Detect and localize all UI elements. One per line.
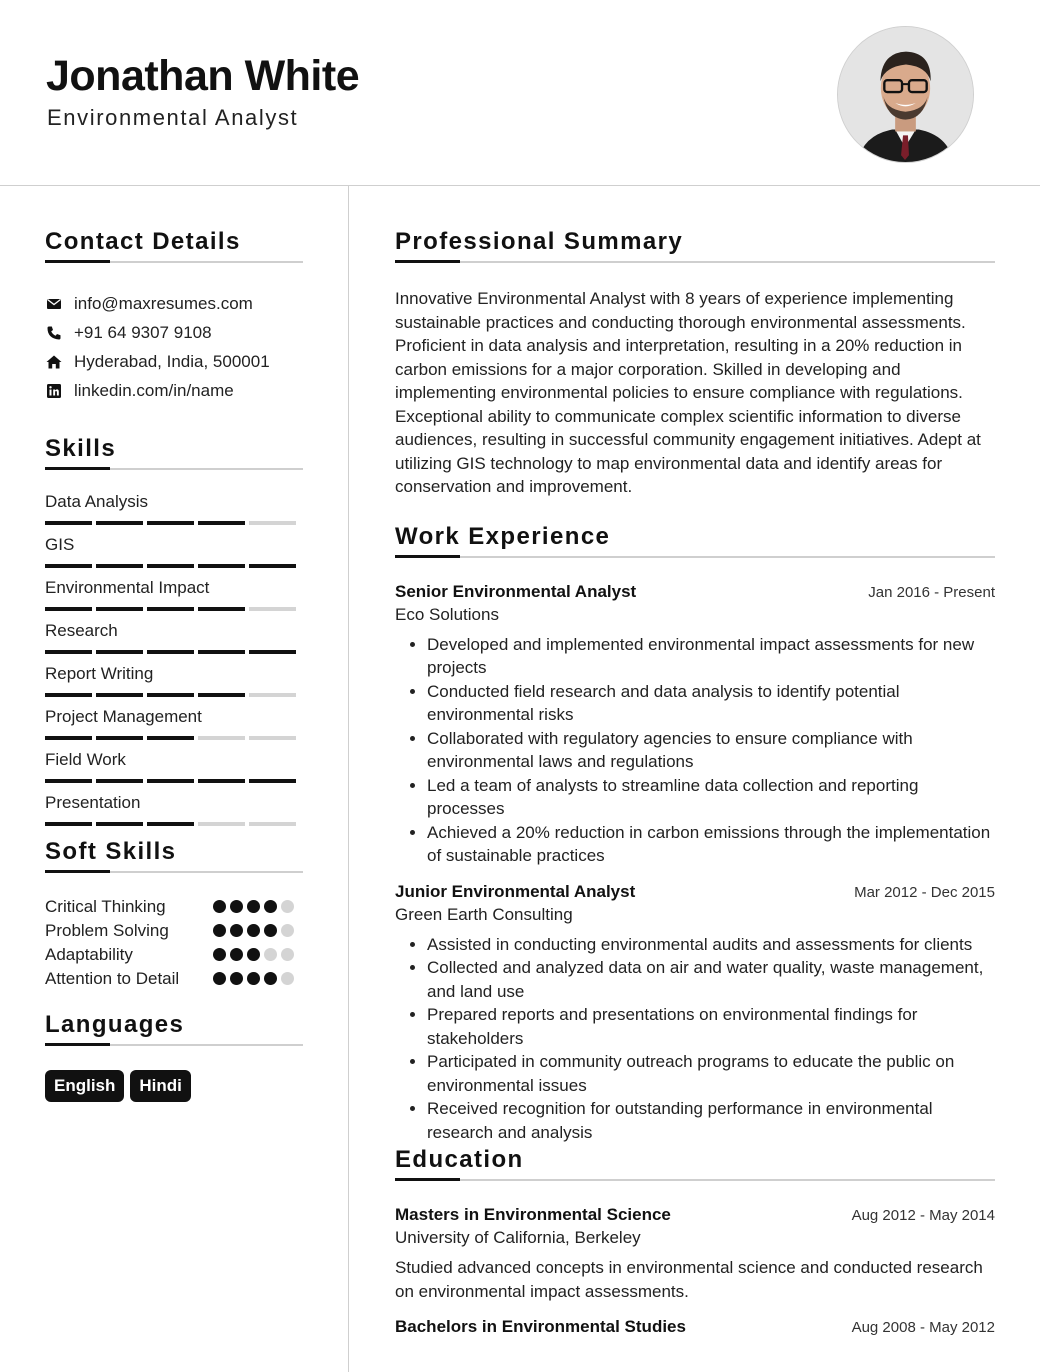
rating-dot — [281, 972, 294, 985]
candidate-role: Environmental Analyst — [47, 105, 299, 130]
skill-item — [45, 492, 303, 535]
job-bullets — [395, 933, 995, 1145]
job-date: Mar 2012 - Dec 2015 — [854, 883, 995, 901]
left-column — [45, 228, 303, 1102]
skill-item — [45, 535, 303, 578]
skill-level-segment — [45, 650, 92, 654]
skill-label: Report Writing — [45, 664, 154, 683]
soft-skill-label: Attention to Detail — [45, 969, 180, 988]
summary-title: Professional Summary — [395, 228, 995, 263]
soft-skill-item — [45, 943, 303, 967]
contact-email — [45, 289, 303, 318]
job-bullet: • Conducted field research and data analysis to identify potential environmental risks — [427, 680, 995, 727]
skill-level-segment — [147, 650, 194, 654]
job-bullet: • Led a team of analysts to streamline data collection and reporting processes — [427, 774, 995, 821]
skill-level-segment — [45, 779, 92, 783]
skill-level-segment — [45, 521, 92, 525]
skill-level-segment — [249, 564, 296, 568]
column-divider — [348, 186, 349, 1372]
right-column — [395, 228, 995, 1337]
rating-dot — [213, 924, 226, 937]
work-title: Work Experience — [395, 523, 995, 558]
soft-skill-item — [45, 967, 303, 991]
soft-skill-rating — [213, 967, 298, 991]
skill-level-segment — [96, 822, 143, 826]
skill-level-segment — [198, 607, 245, 611]
soft-skills-section — [45, 838, 303, 991]
skill-level-segment — [249, 693, 296, 697]
languages-section — [45, 1011, 303, 1102]
skill-level-bar — [45, 564, 303, 568]
skill-level-segment — [147, 564, 194, 568]
rating-dot — [213, 972, 226, 985]
skill-level-segment — [96, 693, 143, 697]
rating-dot — [247, 900, 260, 913]
soft-skill-item — [45, 919, 303, 943]
skill-level-segment — [249, 607, 296, 611]
soft-skill-item — [45, 895, 303, 919]
language-list — [45, 1070, 303, 1102]
contact-email-text[interactable]: info@maxresumes.com — [74, 293, 253, 313]
contact-linkedin — [45, 376, 303, 405]
skill-level-bar — [45, 521, 303, 525]
skills-section — [45, 435, 303, 836]
soft-skill-label: Critical Thinking — [45, 897, 166, 916]
rating-dot — [281, 924, 294, 937]
skill-level-segment — [147, 779, 194, 783]
rating-dot — [213, 948, 226, 961]
job-entry — [395, 882, 995, 1145]
contact-address — [45, 347, 303, 376]
rating-dot — [247, 948, 260, 961]
contact-title: Contact Details — [45, 228, 303, 263]
languages-title: Languages — [45, 1011, 303, 1046]
rating-dot — [247, 972, 260, 985]
skill-label: Data Analysis — [45, 492, 148, 511]
job-bullet: • Received recognition for outstanding performance in environmental research and analysis — [427, 1097, 995, 1144]
skill-level-segment — [198, 650, 245, 654]
skill-level-segment — [198, 521, 245, 525]
soft-skill-label: Adaptability — [45, 945, 133, 964]
education-date: Aug 2008 - May 2012 — [851, 1319, 995, 1336]
work-section — [395, 523, 995, 1145]
home-icon — [45, 353, 63, 371]
resume-header — [0, 0, 1040, 186]
linkedin-icon — [45, 382, 63, 400]
job-bullet: • Developed and implemented environmental impact assessments for new projects — [427, 633, 995, 680]
rating-dot — [264, 972, 277, 985]
skill-level-segment — [96, 564, 143, 568]
skill-level-segment — [249, 650, 296, 654]
skill-level-segment — [96, 779, 143, 783]
skill-level-segment — [249, 736, 296, 740]
rating-dot — [281, 948, 294, 961]
job-bullet: • Achieved a 20% reduction in carbon emissions through the implementation of sustainable practices — [427, 821, 995, 868]
contact-list — [45, 289, 303, 405]
skill-label: Field Work — [45, 750, 126, 769]
skill-level-segment — [198, 779, 245, 783]
skill-level-segment — [249, 822, 296, 826]
job-bullets — [395, 633, 995, 868]
skill-level-segment — [45, 693, 92, 697]
skill-item — [45, 664, 303, 707]
skill-level-segment — [147, 607, 194, 611]
skill-level-bar — [45, 650, 303, 654]
skill-label: Project Management — [45, 707, 202, 726]
envelope-icon — [45, 295, 63, 313]
education-entry — [395, 1205, 995, 1303]
contact-linkedin-text[interactable]: linkedin.com/in/name — [74, 380, 234, 400]
skill-level-bar — [45, 779, 303, 783]
skill-level-segment — [45, 607, 92, 611]
job-bullet: • Assisted in conducting environmental audits and assessments for clients — [427, 933, 995, 957]
job-company: Eco Solutions — [395, 604, 499, 624]
skill-level-segment — [147, 736, 194, 740]
skill-level-bar — [45, 607, 303, 611]
skill-level-segment — [147, 822, 194, 826]
education-entry — [395, 1317, 995, 1337]
education-date: Aug 2012 - May 2014 — [851, 1207, 995, 1224]
education-title: Education — [395, 1146, 995, 1181]
soft-skill-rating — [213, 919, 298, 943]
soft-skill-label: Problem Solving — [45, 921, 169, 940]
skill-level-segment — [45, 822, 92, 826]
skill-item — [45, 750, 303, 793]
rating-dot — [230, 948, 243, 961]
job-header — [395, 882, 995, 902]
education-description: Studied advanced concepts in environmental science and conducted research on environmental impact assessments. — [395, 1258, 983, 1301]
profile-photo — [838, 27, 973, 162]
skill-level-segment — [96, 736, 143, 740]
skill-level-segment — [96, 650, 143, 654]
rating-dot — [230, 900, 243, 913]
education-header — [395, 1205, 995, 1225]
skill-level-segment — [147, 693, 194, 697]
rating-dot — [230, 972, 243, 985]
job-company: Green Earth Consulting — [395, 904, 573, 924]
skill-level-segment — [249, 521, 296, 525]
rating-dot — [264, 924, 277, 937]
phone-icon — [45, 324, 63, 342]
skill-level-segment — [198, 822, 245, 826]
skill-label: Research — [45, 621, 118, 640]
skill-level-segment — [249, 779, 296, 783]
job-date: Jan 2016 - Present — [868, 583, 995, 601]
school-name: University of California, Berkeley — [395, 1228, 641, 1247]
degree-title: Masters in Environmental Science — [395, 1205, 671, 1224]
degree-title: Bachelors in Environmental Studies — [395, 1317, 686, 1336]
skill-level-segment — [198, 693, 245, 697]
soft-skill-list — [45, 895, 303, 991]
skill-list — [45, 492, 303, 836]
contact-section — [45, 228, 303, 405]
candidate-name: Jonathan White — [46, 52, 360, 100]
job-header — [395, 582, 995, 602]
skill-level-segment — [147, 521, 194, 525]
rating-dot — [264, 948, 277, 961]
rating-dot — [213, 900, 226, 913]
soft-skills-title: Soft Skills — [45, 838, 303, 873]
job-bullet: • Collected and analyzed data on air and water quality, waste management, and land use — [427, 956, 995, 1003]
job-bullet: • Collaborated with regulatory agencies to ensure compliance with environmental laws and regulations — [427, 727, 995, 774]
soft-skill-rating — [213, 895, 298, 919]
skill-level-segment — [96, 607, 143, 611]
job-title: Senior Environmental Analyst — [395, 581, 637, 601]
rating-dot — [247, 924, 260, 937]
avatar — [837, 26, 974, 163]
job-bullet: • Participated in community outreach programs to educate the public on environmental issues — [427, 1050, 995, 1097]
skill-label: Environmental Impact — [45, 578, 210, 597]
skill-item — [45, 707, 303, 750]
skill-level-segment — [96, 521, 143, 525]
skill-level-segment — [198, 564, 245, 568]
contact-phone — [45, 318, 303, 347]
skill-level-bar — [45, 736, 303, 740]
contact-address-text: Hyderabad, India, 500001 — [74, 351, 270, 371]
skill-item — [45, 793, 303, 836]
education-header — [395, 1317, 995, 1337]
rating-dot — [264, 900, 277, 913]
skill-level-segment — [45, 564, 92, 568]
summary-text: Innovative Environmental Analyst with 8 years of experience implementing sustainable practices and conducting thorough environmental assessments. Proficient in data analysis and interpretation, resulting in a 20% reduction in carbon emissions for a major corporation. Skilled in developing and implementing environmental policies to ensure compliance with regulations. Exceptional ability to communicate complex scientific information to diverse audiences, resulting in successful community engagement initiatives. Adept at utilizing GIS technology to map environmental data and identify areas for conservation and improvement. — [395, 289, 981, 496]
job-bullet: • Prepared reports and presentations on environmental findings for stakeholders — [427, 1003, 995, 1050]
skill-label: Presentation — [45, 793, 141, 812]
skill-level-bar — [45, 693, 303, 697]
rating-dot — [281, 900, 294, 913]
rating-dot — [230, 924, 243, 937]
soft-skill-rating — [213, 943, 298, 967]
job-entry — [395, 582, 995, 868]
skill-label: GIS — [45, 535, 75, 554]
skill-level-bar — [45, 822, 303, 826]
skill-item — [45, 621, 303, 664]
skill-level-segment — [45, 736, 92, 740]
contact-phone-text[interactable]: +91 64 9307 9108 — [74, 322, 212, 342]
education-section — [395, 1146, 995, 1337]
skill-level-segment — [198, 736, 245, 740]
skill-item — [45, 578, 303, 621]
summary-section — [395, 228, 995, 499]
skills-title: Skills — [45, 435, 303, 470]
job-title: Junior Environmental Analyst — [395, 881, 636, 901]
language-badge: Hindi — [130, 1070, 191, 1102]
language-badge: English — [45, 1070, 124, 1102]
